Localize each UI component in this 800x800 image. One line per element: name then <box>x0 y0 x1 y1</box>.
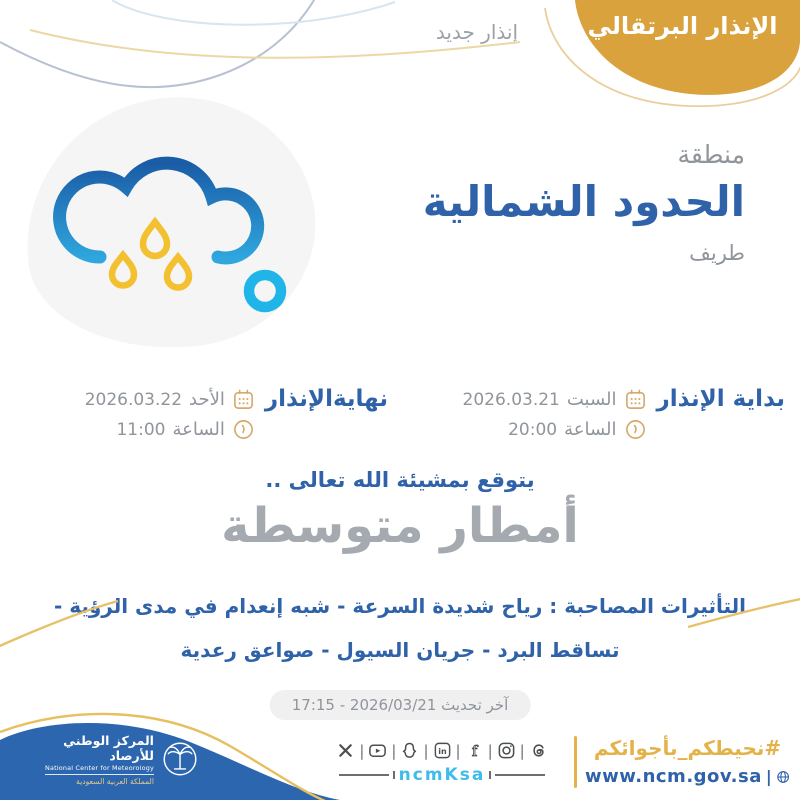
alert-level-badge: الإنذار البرتقالي <box>587 12 778 40</box>
snapchat-icon <box>400 741 419 760</box>
raindrop-icons <box>112 222 189 288</box>
linkedin-icon <box>433 741 452 760</box>
clock-icon <box>232 418 255 441</box>
handle-left-tick <box>393 771 395 779</box>
footer-gold-divider <box>574 736 577 788</box>
alert-start-date: 2026.03.21 <box>462 389 560 410</box>
org-name-english: National Center for Meteorology <box>45 764 154 775</box>
handle-left-line <box>339 774 389 776</box>
icon-separator: | <box>423 741 429 760</box>
palm-emblem-icon <box>162 739 198 779</box>
last-update-badge: آخر تحديث 2026/03/21 - 17:15 <box>270 690 531 720</box>
alert-end-day: الأحد <box>189 389 225 410</box>
threads-icon <box>529 741 548 760</box>
icon-separator: | <box>455 741 461 760</box>
effects-line-1: التأثيرات المصاحبة : رياح شديدة السرعة - شبه إنعدام في مدى الرؤية - <box>53 594 747 618</box>
cyan-ring-icon <box>249 275 281 307</box>
social-media-block <box>322 741 562 785</box>
alert-end-date: 2026.03.22 <box>84 389 183 410</box>
alert-start-block <box>463 386 785 441</box>
region-block <box>423 140 745 265</box>
globe-icon <box>776 768 790 786</box>
calendar-icon <box>624 388 647 411</box>
org-name-arabic: المركز الوطني للأرصاد <box>63 733 154 763</box>
forecast-phenomenon: أمطار متوسطة <box>221 498 579 554</box>
icon-separator: | <box>519 741 525 760</box>
alert-end-title: نهايةالإنذار <box>264 386 388 412</box>
icon-separator: | <box>391 741 397 760</box>
alert-start-title: بداية الإنذار <box>656 386 785 412</box>
website-url: www.ncm.gov.sa <box>585 766 762 787</box>
alert-start-hour-label: الساعة <box>564 419 617 440</box>
alert-end-block <box>85 386 388 441</box>
ncm-logo <box>28 733 198 786</box>
org-kingdom-arabic: المملكة العربية السعودية <box>76 776 154 786</box>
handle-right-line <box>495 774 545 776</box>
youtube-icon <box>368 741 387 760</box>
footer-contact-block <box>585 736 790 787</box>
x-icon <box>336 741 355 760</box>
region-label: منطقة <box>677 140 745 169</box>
icon-separator: | <box>487 741 493 760</box>
alert-end-time: 11:00 <box>116 419 166 440</box>
alert-start-time: 20:00 <box>508 419 558 440</box>
facebook-icon <box>465 741 484 760</box>
handle-right-tick <box>489 771 491 779</box>
instagram-icon <box>497 741 516 760</box>
alert-end-hour-label: الساعة <box>172 419 225 440</box>
social-icons-row <box>322 741 562 760</box>
svg-text:in: in <box>437 747 447 757</box>
social-handle-row <box>322 765 562 785</box>
clock-icon <box>624 418 647 441</box>
alert-start-day: السبت <box>566 389 617 410</box>
campaign-hashtag: #نحيطكم_بأجوائكم <box>593 736 782 760</box>
region-city: طريف <box>689 241 745 266</box>
effects-line-2: تساقط البرد - جريان السيول - صواعق رعدية <box>180 638 620 662</box>
icon-separator: | <box>359 741 365 760</box>
region-name: الحدود الشمالية <box>422 177 745 226</box>
social-handle: ncmKsa <box>398 765 486 785</box>
rain-cloud-icon <box>30 105 290 335</box>
calendar-icon <box>232 388 255 411</box>
website-separator: | <box>765 767 772 786</box>
forecast-intro: يتوقع بمشيئة الله تعالى .. <box>265 468 535 492</box>
new-alert-label: إنذار جديد <box>435 20 518 44</box>
svg-text:f: f <box>471 742 477 760</box>
